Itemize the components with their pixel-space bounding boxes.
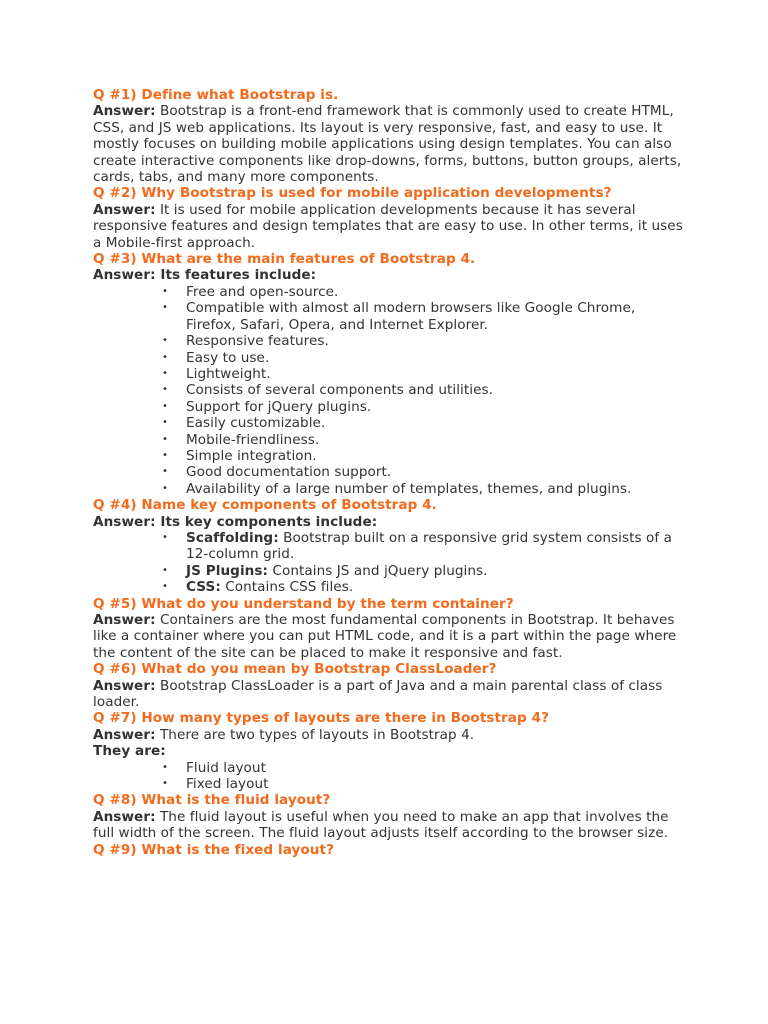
question-7: Q #7) How many types of layouts are there in Bootstrap 4? xyxy=(93,710,550,727)
question-4: Q #4) Name key components of Bootstrap 4. xyxy=(93,497,437,514)
component-term: CSS: xyxy=(186,579,221,596)
list-item: • Good documentation support. xyxy=(93,464,685,480)
question-8: Q #8) What is the fluid layout? xyxy=(93,792,331,809)
answer-label: Answer: xyxy=(93,612,156,628)
answer-label: Answer: xyxy=(93,677,156,694)
answer-label: Answer: xyxy=(93,726,156,743)
list-item: • Lightweight. xyxy=(93,366,685,382)
component-desc: Contains CSS files. xyxy=(225,579,354,596)
answer-3-intro: Answer: Its features include: xyxy=(93,267,317,284)
question-1: Q #1) Define what Bootstrap is. xyxy=(93,87,339,103)
question-3: Q #3) What are the main features of Bootstrap 4. xyxy=(93,251,476,268)
layouts-list xyxy=(93,760,685,793)
list-item: • Consists of several components and utilities. xyxy=(93,382,685,398)
answer-8 xyxy=(93,809,685,842)
list-item: • Compatible with almost all modern browsers like Google Chrome, Firefox, Safari, Opera, and Internet Explorer. xyxy=(93,300,685,333)
list-item: • Simple integration. xyxy=(93,448,685,464)
answer-2 xyxy=(93,202,685,251)
answer-1-text: Bootstrap is a front-end framework that is commonly used to create HTML, CSS, and JS web applications. Its layout is very responsive, fast, and easy to use. It mostly focuses on building mobile applications using design templates. You can also create interactive components like drop-downs, forms, buttons, button groups, alerts, cards, tabs, and many more components. xyxy=(93,103,682,186)
answer-6-text: Bootstrap ClassLoader is a part of Java and a main parental class of class loader. xyxy=(93,677,663,711)
document-body xyxy=(93,87,685,858)
component-desc: Contains JS and jQuery plugins. xyxy=(272,562,488,579)
answer-5-text: Containers are the most fundamental components in Bootstrap. It behaves like a container where you can put HTML code, and it is a part within the page where the content of the site can be placed to make it responsive and fast. xyxy=(93,612,677,661)
answer-8-text: The fluid layout is useful when you need to make an app that involves the full width of the screen. The fluid layout adjusts itself according to the browser size. xyxy=(93,808,669,842)
list-item: • Support for jQuery plugins. xyxy=(93,399,685,415)
list-item: • Availability of a large number of templates, themes, and plugins. xyxy=(93,481,685,497)
question-9: Q #9) What is the fixed layout? xyxy=(93,841,335,858)
component-term: JS Plugins: xyxy=(186,562,269,579)
question-2: Q #2) Why Bootstrap is used for mobile application developments? xyxy=(93,185,612,202)
list-item xyxy=(93,563,685,579)
list-item xyxy=(93,530,685,563)
list-item: • Mobile-friendliness. xyxy=(93,432,685,448)
answer-2-text: It is used for mobile application developments because it has several responsive features and design templates that are easy to use. In other terms, it uses a Mobile-first approach. xyxy=(93,201,683,251)
answer-7 xyxy=(93,727,685,743)
answer-7-text: There are two types of layouts in Bootstrap 4. xyxy=(159,726,475,743)
list-item: • Free and open-source. xyxy=(93,284,685,300)
component-desc: Bootstrap built on a responsive grid system consists of a 12-column grid. xyxy=(186,529,672,563)
answer-4-intro: Answer: Its key components include: xyxy=(93,513,378,530)
list-item: • Responsive features. xyxy=(93,333,685,349)
features-list xyxy=(93,284,685,497)
question-6: Q #6) What do you mean by Bootstrap ClassLoader? xyxy=(93,661,497,678)
answer-label: Answer: xyxy=(93,103,156,120)
list-item: • Fixed layout xyxy=(93,776,685,792)
question-5: Q #5) What do you understand by the term container? xyxy=(93,595,514,612)
list-item: • Easily customizable. xyxy=(93,415,685,431)
components-list xyxy=(93,530,685,596)
answer-6 xyxy=(93,678,685,711)
answer-label: Answer: xyxy=(93,808,156,825)
list-item xyxy=(93,579,685,595)
answer-label: Answer: xyxy=(93,201,156,218)
answer-1 xyxy=(93,103,685,185)
list-item: • Easy to use. xyxy=(93,350,685,366)
component-term: Scaffolding: xyxy=(186,529,279,546)
they-are-label: They are: xyxy=(93,743,166,760)
answer-5 xyxy=(93,612,685,661)
list-item: • Fluid layout xyxy=(93,760,685,776)
